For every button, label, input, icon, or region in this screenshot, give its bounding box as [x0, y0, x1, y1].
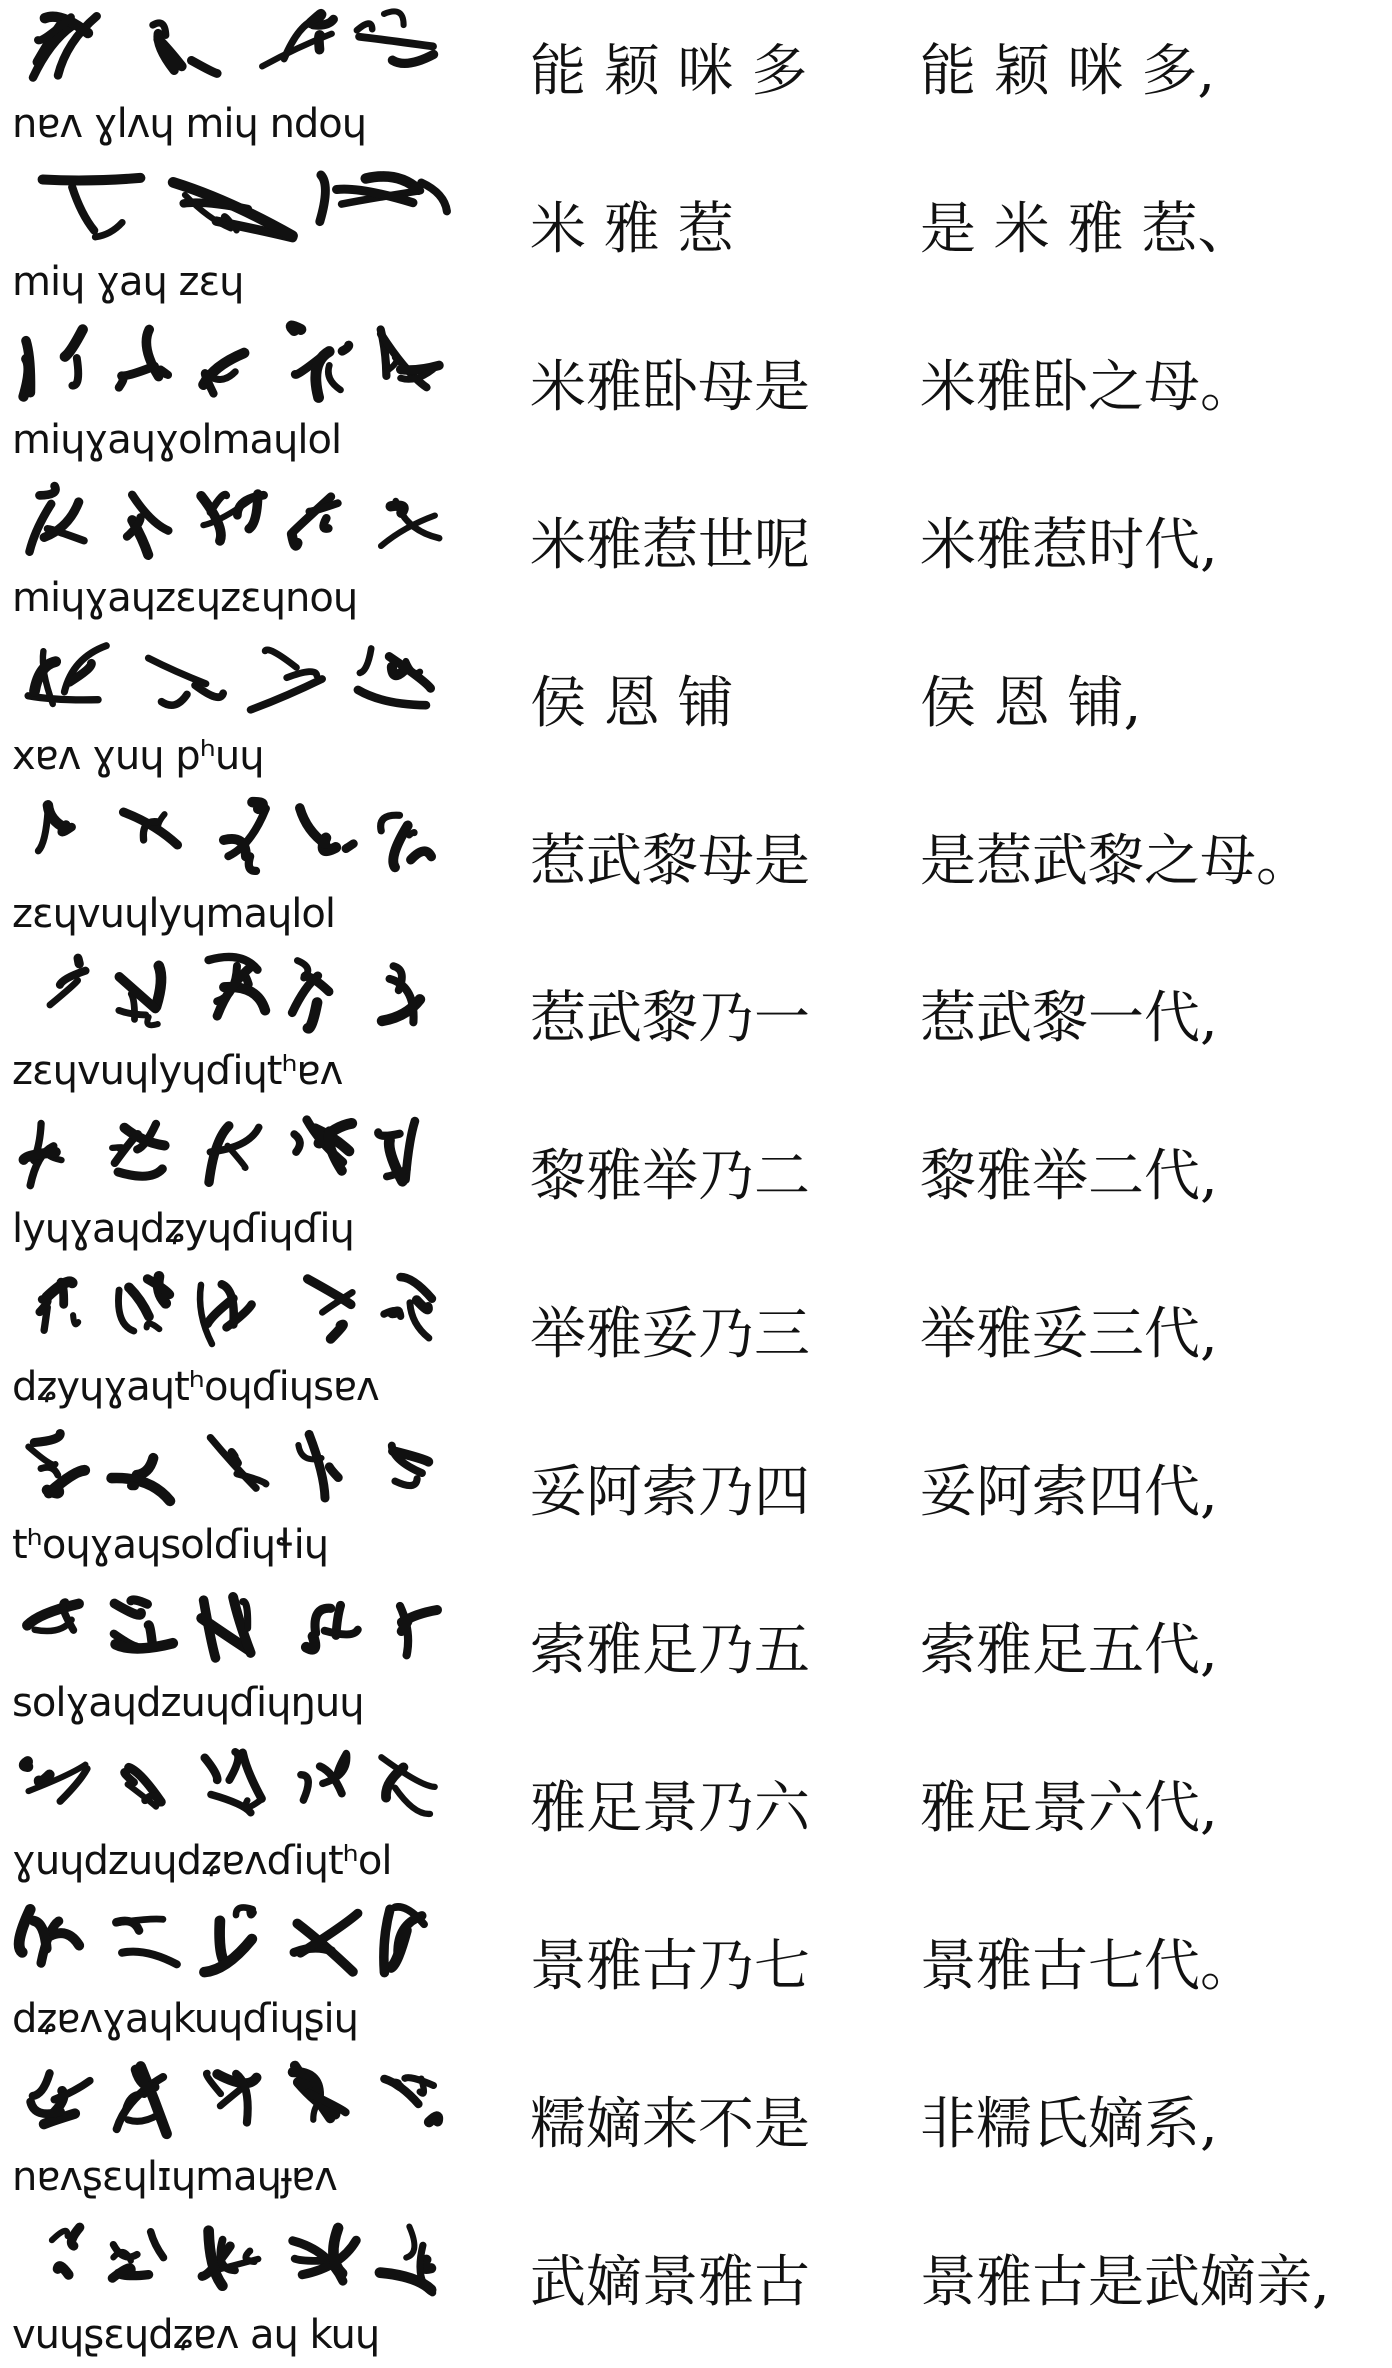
verse-line-14: [0, 2053, 1392, 2211]
glyph-stroke: [115, 1604, 142, 1615]
glyph-stroke: [395, 1788, 430, 1814]
manuscript-glyph-block: [12, 160, 457, 310]
handwritten-script-icon: [12, 1107, 457, 1202]
manuscript-glyph-block: [12, 792, 457, 942]
handwritten-script-icon: [12, 318, 457, 413]
manuscript-glyph-block: [12, 1107, 457, 1257]
romanization-text: dʑɐʌɣaɥkuɥɗiɥʂiɥ: [12, 1995, 359, 2042]
glyph-stroke: [211, 1794, 251, 1812]
literal-gloss: 黎雅举乃二: [530, 1144, 810, 1210]
handwritten-script-icon: [12, 2, 457, 97]
glyph-stroke: [287, 671, 317, 677]
glyph-stroke: [156, 966, 161, 1007]
verse-line-9: [0, 1263, 1392, 1421]
free-translation: 是惹武黎之母。: [920, 828, 1312, 894]
handwritten-script-icon: [12, 1897, 457, 1992]
free-translation: 景雅古是武嫡亲,: [920, 2249, 1330, 2315]
glyph-stroke: [147, 1324, 160, 1330]
free-translation: 妥阿索四代,: [920, 1460, 1218, 1526]
romanization-text: tʰoɥɣaɥsolɗiɥɬiɥ: [12, 1522, 329, 1569]
glyph-stroke: [395, 1479, 417, 1486]
glyph-stroke: [236, 2073, 248, 2122]
glyph-stroke: [116, 1643, 173, 1648]
glyph-stroke: [34, 1921, 47, 1949]
glyph-stroke: [78, 958, 79, 964]
glyph-stroke: [41, 1467, 58, 1475]
glyph-stroke: [401, 1620, 408, 1631]
free-translation: 非糯氏嫡系,: [920, 2091, 1218, 2157]
free-translation: 能 颖 咪 多,: [920, 39, 1216, 104]
glyph-stroke: [324, 518, 329, 528]
glyph-stroke: [220, 1921, 226, 1963]
glyph-stroke: [421, 182, 447, 211]
glyph-stroke: [112, 1148, 122, 1149]
free-translation: 侯 恩 铺,: [920, 670, 1142, 736]
verse-line-4: [0, 474, 1392, 632]
glyph-stroke: [58, 2266, 69, 2275]
handwritten-script-icon: [12, 2213, 457, 2308]
manuscript-glyph-block: [12, 1581, 457, 1731]
manuscript-glyph-block: [12, 2055, 457, 2205]
glyph-stroke: [118, 1169, 162, 1176]
handwritten-script-icon: [12, 2055, 457, 2150]
glyph-stroke: [346, 843, 353, 848]
glyph-stroke: [357, 24, 372, 31]
literal-gloss: 惹武黎母是: [530, 828, 810, 894]
manuscript-glyph-block: [12, 1265, 457, 1415]
free-translation: 索雅足五代,: [920, 1618, 1218, 1683]
glyph-stroke: [124, 812, 178, 845]
glyph-stroke: [325, 1630, 358, 1635]
romanization-text: dʑyɥɣaɥtʰoɥɗiɥsɐʌ: [12, 1364, 379, 1411]
glyph-stroke: [28, 695, 98, 699]
romanization-text: zɛɥvuɥlyɥɗiɥtʰɐʌ: [12, 1048, 343, 1095]
glyph-stroke: [423, 2259, 432, 2268]
literal-gloss: 米 雅 惹: [530, 196, 734, 262]
glyph-stroke: [19, 1909, 30, 1952]
glyph-stroke: [291, 326, 301, 331]
glyph-stroke: [384, 11, 404, 25]
glyph-stroke: [122, 1951, 177, 1964]
literal-gloss: 侯 恩 铺: [530, 670, 734, 736]
manuscript-glyph-block: [12, 2, 457, 152]
glyph-stroke: [358, 689, 426, 704]
glyph-stroke: [129, 1288, 149, 1317]
manuscript-glyph-block: [12, 1423, 457, 1573]
glyph-stroke: [265, 649, 296, 667]
glyph-stroke: [119, 1011, 146, 1016]
romanization-text: miɥ ɣaɥ zɛɥ: [12, 258, 244, 305]
literal-gloss: 索雅足乃五: [530, 1618, 810, 1683]
glyph-stroke: [232, 1452, 238, 1463]
literal-gloss: 武嫡景雅古: [530, 2249, 810, 2315]
verse-line-3: [0, 316, 1392, 474]
glyph-stroke: [329, 1467, 338, 1478]
romanization-text: lyɥɣaɥdʑyɥɗiɥɗiɥ: [12, 1206, 354, 1253]
glyph-stroke: [195, 685, 223, 697]
glyph-stroke: [162, 694, 188, 705]
glyph-stroke: [47, 1488, 59, 1493]
handwritten-script-icon: [12, 1739, 457, 1834]
glyph-stroke: [147, 1017, 157, 1025]
manuscript-glyph-block: [12, 634, 457, 784]
glyph-stroke: [392, 54, 433, 63]
glyph-stroke: [243, 1753, 262, 1799]
free-translation: 举雅妥三代,: [920, 1302, 1218, 1368]
free-translation: 米雅惹时代,: [920, 512, 1218, 578]
handwritten-script-icon: [12, 634, 457, 729]
glyph-stroke: [417, 1300, 429, 1310]
free-translation: 景雅古七代。: [920, 1933, 1256, 1999]
glyph-stroke: [148, 658, 206, 684]
glyph-stroke: [204, 1600, 216, 1658]
handwritten-script-icon: [12, 160, 457, 255]
romanization-text: vuɥʂɛɥdʑɐʌ aɥ kuɥ: [12, 2311, 380, 2358]
glyph-stroke: [43, 178, 141, 181]
glyph-stroke: [359, 37, 433, 47]
glyph-stroke: [204, 1939, 252, 1972]
glyph-stroke: [392, 1312, 398, 1313]
glyph-stroke: [319, 35, 321, 50]
literal-gloss: 米雅卧母是: [530, 354, 810, 420]
glyph-stroke: [137, 1458, 154, 1475]
glyph-stroke: [72, 358, 78, 386]
literal-gloss: 惹武黎乃一: [530, 986, 810, 1052]
glyph-stroke: [131, 1600, 148, 1604]
romanization-text: nɐʌ ɣlʌɥ miɥ ndoɥ: [12, 101, 367, 147]
glyph-stroke: [309, 503, 337, 511]
manuscript-glyph-block: [12, 476, 457, 626]
glyph-stroke: [366, 176, 419, 189]
romanization-text: ɣuɥdzuɥdʑɐʌɗiɥtʰol: [12, 1837, 392, 1884]
romanization-text: nɐʌʂɛɥlɪɥmaɥɟɐʌ: [12, 2153, 337, 2200]
literal-gloss: 景雅古乃七: [530, 1933, 810, 1999]
literal-gloss: 米雅惹世呢: [530, 512, 810, 578]
free-translation: 米雅卧之母。: [920, 354, 1256, 420]
glyph-stroke: [65, 329, 83, 356]
glyph-stroke: [308, 1279, 351, 1305]
verse-line-7: [0, 947, 1392, 1105]
free-translation: 黎雅举二代,: [920, 1144, 1218, 1210]
literal-gloss: 雅足景乃六: [530, 1775, 810, 1841]
glyph-stroke: [28, 1447, 55, 1465]
literal-gloss: 举雅妥乃三: [530, 1302, 810, 1368]
free-translation: 惹武黎一代,: [920, 986, 1218, 1052]
handwritten-script-icon: [12, 1265, 457, 1360]
romanization-text: solɣaɥdzuɥɗiɥŋuɥ: [12, 1680, 364, 1726]
glyph-stroke: [253, 802, 263, 809]
glyph-stroke: [192, 61, 218, 74]
glyph-stroke: [420, 2078, 424, 2093]
glyph-stroke: [151, 2231, 164, 2257]
verse-line-10: [0, 1421, 1392, 1579]
verse-line-13: [0, 1895, 1392, 2053]
glyph-stroke: [251, 679, 323, 710]
verse-line-15: [0, 2211, 1392, 2368]
glyph-stroke: [333, 2228, 342, 2274]
literal-gloss: 能 颖 咪 多: [530, 39, 808, 104]
glyph-stroke: [292, 534, 298, 546]
glyph-stroke: [34, 1434, 60, 1443]
manuscript-glyph-block: [12, 1897, 457, 2047]
verse-line-8: [0, 1105, 1392, 1263]
glyph-stroke: [210, 494, 226, 512]
handwritten-script-icon: [12, 1423, 457, 1518]
glyph-stroke: [320, 175, 326, 222]
free-translation: 雅足景六代,: [920, 1775, 1218, 1841]
verse-line-1: [0, 0, 1392, 158]
glyph-stroke: [148, 1625, 152, 1642]
manuscript-glyph-block: [12, 318, 457, 468]
glyph-stroke: [119, 377, 124, 387]
glyph-stroke: [429, 2116, 438, 2122]
glyph-stroke: [72, 2227, 80, 2246]
glyph-stroke: [62, 824, 72, 832]
literal-gloss: 糯嫡来不是: [530, 2091, 810, 2157]
glyph-stroke: [40, 1299, 48, 1312]
free-translation: 是 米 雅 惹、: [920, 196, 1254, 262]
glyph-stroke: [342, 345, 349, 351]
literal-gloss: 妥阿索乃四: [530, 1460, 810, 1526]
glyph-stroke: [308, 1003, 317, 1029]
glyph-stroke: [395, 2083, 399, 2086]
glyph-stroke: [409, 832, 414, 835]
glyph-stroke: [331, 1325, 343, 1339]
romanization-text: zɛɥvuɥlyɥmaɥlol: [12, 890, 336, 937]
handwritten-script-icon: [12, 476, 457, 571]
verse-line-12: [0, 1737, 1392, 1895]
glyph-stroke: [61, 1282, 64, 1304]
glyph-stroke: [411, 851, 432, 860]
glyph-stroke: [95, 222, 122, 237]
romanization-text: miɥɣaɥzɛɥzɛɥnoɥ: [12, 574, 358, 621]
glyph-stroke: [24, 1761, 28, 1766]
glyph-stroke: [128, 2114, 159, 2121]
romanization-text: xɐʌ ɣuɥ pʰuɥ: [12, 732, 264, 779]
glyph-stroke: [406, 2226, 414, 2257]
glyph-stroke: [306, 1636, 315, 1649]
glyph-stroke: [51, 1933, 80, 1945]
glyph-stroke: [52, 2230, 68, 2239]
manuscript-glyph-block: [12, 949, 457, 1099]
verse-line-11: [0, 1579, 1392, 1737]
glyph-stroke: [73, 1315, 78, 1324]
verse-line-6: [0, 790, 1392, 948]
glyph-stroke: [381, 815, 400, 831]
handwritten-script-icon: [12, 792, 457, 887]
manuscript-glyph-block: [12, 1739, 457, 1889]
glyph-stroke: [205, 1758, 217, 1780]
verse-line-5: [0, 632, 1392, 790]
glyph-stroke: [246, 2250, 255, 2261]
manuscript-glyph-block: [12, 2213, 457, 2363]
glyph-stroke: [300, 808, 326, 844]
glyph-stroke: [72, 187, 94, 230]
glyph-stroke: [393, 825, 407, 867]
handwritten-script-icon: [12, 1581, 457, 1676]
glyph-stroke: [309, 1434, 325, 1498]
glyph-stroke: [301, 1775, 308, 1800]
glyph-stroke: [328, 365, 340, 390]
glyph-stroke: [294, 1134, 300, 1152]
romanization-text: miɥɣaɥɣolmaɥlol: [12, 416, 342, 463]
glyph-stroke: [33, 2073, 50, 2096]
glyph-stroke: [40, 486, 56, 495]
glyph-stroke: [116, 1919, 163, 1923]
glyph-stroke: [26, 340, 30, 392]
glyph-stroke: [112, 1478, 170, 1501]
handwritten-script-icon: [12, 949, 457, 1044]
verse-line-2: [0, 158, 1392, 316]
glyph-stroke: [297, 961, 307, 978]
glyph-stroke: [229, 1752, 238, 1780]
glyph-stroke: [360, 648, 371, 672]
